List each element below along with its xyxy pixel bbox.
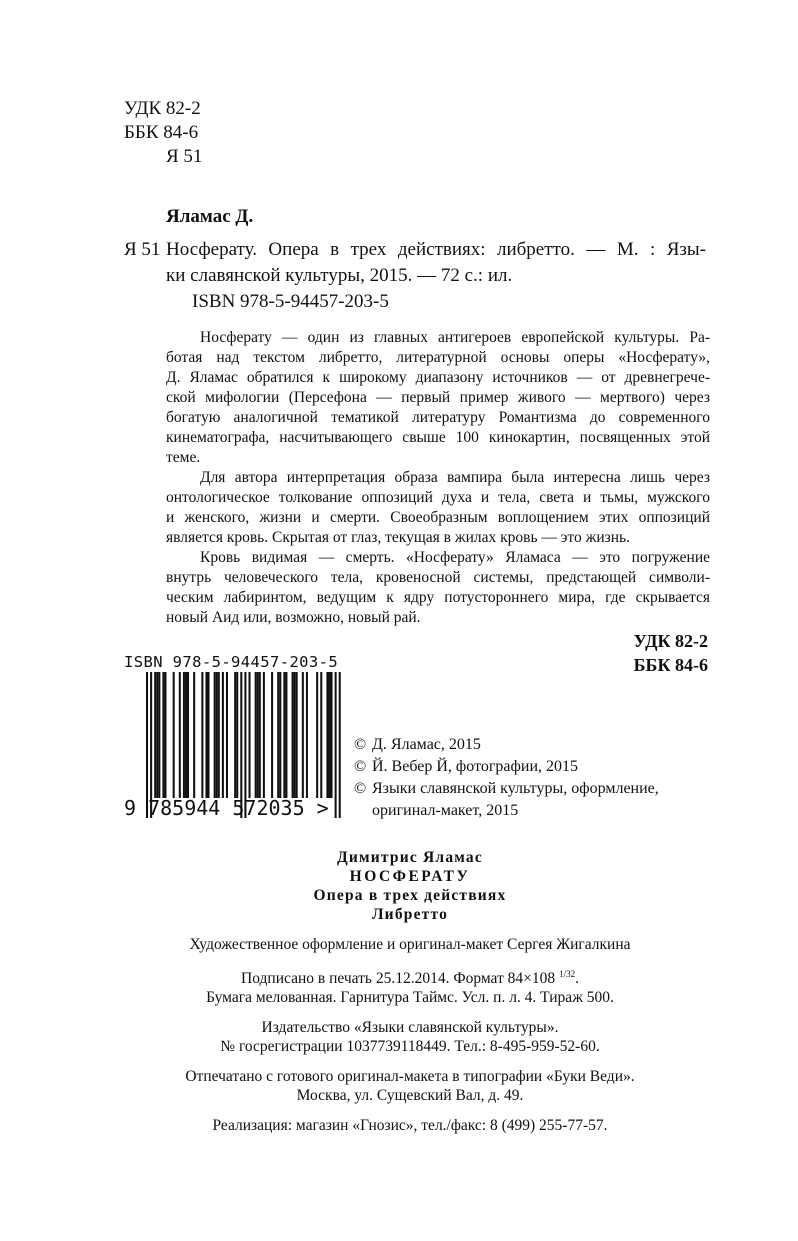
copyright-text: Й. Вебер Й, фотографии, 2015 [372,758,579,775]
barcode-bar [205,672,207,798]
annotation-line: онтологическое толкование оппозиций духа и тела, света и тьмы, мужского [166,489,710,506]
barcode-digits: 9 785944 572035 > [124,796,329,820]
barcode-bar [326,672,328,798]
copyright-text: оригинал-макет, 2015 [372,802,519,819]
annotation-line: новый Аид или, возможно, новый рай. [166,609,421,626]
barcode-bar [183,672,185,798]
annotation-line: ческим лабиринтом, ведущим к ядру потустороннего мира, где скрывается [166,589,710,606]
catalog-description-line: ки славянской культуры, 2015. — 72 с.: ил. [166,265,513,286]
barcode-bar [173,672,175,798]
barcode-bar [154,672,156,798]
copyright-symbol: © [354,736,367,753]
barcode-bar [259,672,261,798]
annotation-line: Кровь видимая — смерть. «Носферату» Яламаса — это погружение [200,549,710,566]
imprint-registration: № госрегистрации 1037739118449. Тел.: 8-495-959-52-60. [220,1038,600,1055]
catalog-author: Яламас Д. [166,206,254,227]
barcode-bar [249,672,251,798]
barcode-bar [218,672,220,798]
barcode-bar [294,672,296,798]
imprint-signed [100,965,720,988]
annotation-line: Д. Яламас обратился к широкому диапазону источников — от древнегрече- [166,369,710,386]
imprint-address: Москва, ул. Сущевский Вал, д. 49. [296,1087,524,1104]
annotation-line: ской мифологии (Персефона — первый пример живого — мертвого) через [166,389,710,406]
imprint-subtitle: Опера в трех действиях [313,887,507,904]
imprint-genre: Либретто [371,906,449,923]
annotation-line: ботая над текстом либретто, литературной основы оперы «Носферату», [166,349,710,366]
barcode-bar [283,672,285,798]
annotation-line: Для автора интерпретация образа вампира была интересна лишь через [200,469,710,486]
codes-block [634,629,708,677]
barcode-bar [277,672,279,798]
format-fraction: 1/32 [559,969,576,979]
imprint-publisher: Издательство «Языки славянской культуры». [261,1019,559,1036]
barcode-bar [162,672,164,798]
barcode-bar [179,672,181,798]
annotation-paragraph-2 [166,468,710,548]
annotation-line: кинематографа, насчитывающего свыше 100 кинокартин, посвященных этой [166,429,710,446]
barcode-bar [208,672,210,798]
catalog-description-line: Носферату. Опера в трех действиях: либретто. — М. : Язы- [166,239,706,260]
catalog-sign: Я 51 [124,239,161,260]
annotation-line: является кровь. Скрытая от глаз, текущая в жилах кровь — это жизнь. [166,529,630,546]
barcode-bar [226,672,228,798]
barcode-bar [296,672,298,798]
barcode-bar [331,672,333,798]
imprint-author: Димитрис Яламас [337,849,483,866]
udk-code-bold: УДК 82-2 [633,631,708,651]
copyright-line [354,778,659,800]
barcode-bar [236,672,238,798]
udk-code: УДК 82-2 [124,98,201,119]
imprint-signed-text: Подписано в печать 25.12.2014. Формат 84×108 [241,970,556,987]
barcode-isbn: ISBN 978-5-94457-203-5 [124,653,339,671]
barcode-bar [328,672,330,798]
copyright-symbol: © [354,758,367,775]
imprint-title: НОСФЕРАТУ [349,868,471,885]
catalog-description [166,237,706,289]
annotation-line: внутрь человеческого тела, кровеносной системы, предстающей символи- [166,569,710,586]
barcode-bar [302,672,304,798]
imprint-paper: Бумага мелованная. Гарнитура Таймс. Усл. п. л. 4. Тираж 500. [206,989,614,1006]
annotation-paragraph-3 [166,548,710,628]
classification-block [124,97,202,169]
annotation-paragraph-1 [166,328,710,468]
barcode-bar [216,672,218,798]
barcode-bar [193,672,195,798]
barcode-bar [185,672,187,798]
barcode-bar [285,672,287,798]
barcode-bar [279,672,281,798]
annotation [166,328,710,628]
barcode-bar [320,672,322,798]
copyright-text: Языки славянской культуры, оформление, [372,780,659,797]
barcode-bar [158,672,160,798]
bbk-code-bold: ББК 84-6 [633,655,708,675]
barcode-bar [339,672,341,818]
barcode-bar [156,672,158,798]
barcode-bar [257,672,259,798]
annotation-line: и женского, жизни и смерти. Своеобразным воплощением этих оппозиций [166,509,710,526]
barcode-bar [222,672,224,798]
barcode-bar [306,672,308,798]
imprint [100,848,720,1135]
imprint-signed-end: . [575,970,579,987]
bbk-code: ББК 84-6 [124,122,199,143]
copyright-line [354,756,659,778]
barcode-bar [335,672,337,818]
copyright-block [354,734,659,822]
imprint-sales: Реализация: магазин «Гнозис», тел./факс: 8 (499) 255-77-57. [212,1117,608,1134]
copyright-text: Д. Яламас, 2015 [372,736,481,753]
copyright-line [354,734,659,756]
imprint-printed: Отпечатано с готового оригинал-макета в типографии «Буки Веди». [185,1068,635,1085]
barcode-bar [201,672,203,798]
catalog-isbn: ISBN 978-5-94457-203-5 [192,291,389,312]
barcode-bar [316,672,318,798]
imprint-design: Художественное оформление и оригинал-макет Сергея Жигалкина [189,936,631,953]
barcode-bar [255,672,257,798]
annotation-line: теме. [166,449,201,466]
annotation-line: Носферату — один из главных антигероев европейской культуры. Ра- [200,329,710,346]
barcode-bar [263,672,265,798]
barcode-bar [214,672,216,798]
barcode-bar [187,672,189,798]
copyright-symbol: © [354,780,367,797]
annotation-line: богатую аналогичной тематикой литературу Романтизма до современного [166,409,710,426]
barcode-bar [234,672,236,798]
barcode-bar [292,672,294,798]
barcode-bar [271,672,273,798]
barcode-bar [164,672,166,798]
author-sign: Я 51 [166,146,203,167]
